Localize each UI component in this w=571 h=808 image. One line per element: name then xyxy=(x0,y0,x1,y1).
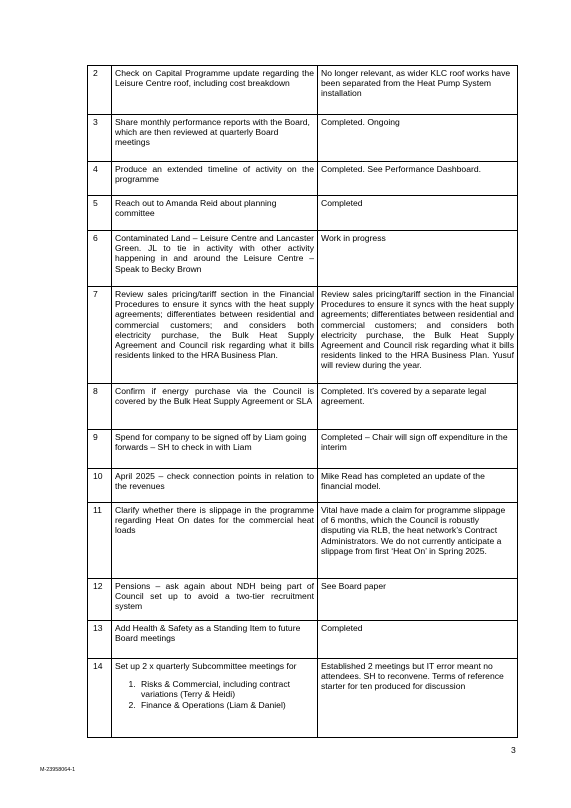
action-text: Set up 2 x quarterly Subcommittee meetings for xyxy=(115,661,297,671)
list-item: 1. Risks & Commercial, including contract variations (Terry & Heidi) xyxy=(138,679,314,699)
table-row xyxy=(88,503,518,579)
action-cell: Share monthly performance reports with the Board, which are then reviewed at quarterly Board meetings xyxy=(112,115,318,162)
row-number: 13 xyxy=(88,621,112,659)
row-number: 10 xyxy=(88,469,112,503)
table-row xyxy=(88,196,518,231)
actions-table xyxy=(87,65,518,738)
action-cell: Produce an extended timeline of activity on the programme xyxy=(112,162,318,196)
subcommittee-list xyxy=(115,679,314,710)
status-cell: Completed. See Performance Dashboard. xyxy=(318,162,518,196)
row-number: 8 xyxy=(88,384,112,430)
action-cell: Contaminated Land – Leisure Centre and Lancaster Green. JL to tie in activity with other activity happening in and around the Leisure Centre – Speak to Becky Brown xyxy=(112,231,318,287)
action-cell: Reach out to Amanda Reid about planning committee xyxy=(112,196,318,231)
action-cell: Spend for company to be signed off by Liam going forwards – SH to check in with Liam xyxy=(112,430,318,469)
status-cell: Completed. Ongoing xyxy=(318,115,518,162)
table-row xyxy=(88,621,518,659)
table-row xyxy=(88,231,518,287)
row-number: 7 xyxy=(88,287,112,384)
status-cell: Work in progress xyxy=(318,231,518,287)
status-cell: Review sales pricing/tariff section in the Financial Procedures to ensure it syncs with the heat supply agreements; differentiates between residential and commercial customers; and considers both electricity purchase, the Bulk Heat Supply Agreement and Council risk regarding what it bills residents linked to the HRA Business Plan. Yusuf will review during the year. xyxy=(318,287,518,384)
action-cell: Check on Capital Programme update regarding the Leisure Centre roof, including cost breakdown xyxy=(112,66,318,115)
action-cell: Pensions – ask again about NDH being part of Council set up to avoid a two-tier recruitment system xyxy=(112,579,318,621)
table-row xyxy=(88,66,518,115)
action-cell: Clarify whether there is slippage in the programme regarding Heat On dates for the commercial heat loads xyxy=(112,503,318,579)
row-number: 14 xyxy=(88,659,112,738)
status-cell: No longer relevant, as wider KLC roof works have been separated from the Heat Pump System installation xyxy=(318,66,518,115)
row-number: 3 xyxy=(88,115,112,162)
status-cell: Vital have made a claim for programme slippage of 6 months, which the Council is robustly disputing via RLB, the heat network’s Contract Administrators. We do not currently anticipate a slippage from first ‘Heat On’ in Spring 2025. xyxy=(318,503,518,579)
table-row xyxy=(88,430,518,469)
action-cell: Confirm if energy purchase via the Council is covered by the Bulk Heat Supply Agreement or SLA xyxy=(112,384,318,430)
row-number: 5 xyxy=(88,196,112,231)
status-cell: Completed xyxy=(318,196,518,231)
action-cell: April 2025 – check connection points in relation to the revenues xyxy=(112,469,318,503)
list-item: 2. Finance & Operations (Liam & Daniel) xyxy=(138,700,314,710)
status-cell: Mike Read has completed an update of the financial model. xyxy=(318,469,518,503)
row-number: 2 xyxy=(88,66,112,115)
status-cell: Established 2 meetings but IT error meant no attendees. SH to reconvene. Terms of reference starter for ten produced for discussion xyxy=(318,659,518,738)
row-number: 6 xyxy=(88,231,112,287)
action-cell: Review sales pricing/tariff section in the Financial Procedures to ensure it syncs with the heat supply agreements; differentiates between residential and commercial customers; and considers both electricity purchase, the Bulk Heat Supply Agreement and Council risk regarding what it bills residents linked to the HRA Business Plan. xyxy=(112,287,318,384)
page-number: 3 xyxy=(511,745,516,755)
table-row xyxy=(88,115,518,162)
table-row xyxy=(88,384,518,430)
action-cell: Add Health & Safety as a Standing Item to future Board meetings xyxy=(112,621,318,659)
row-number: 12 xyxy=(88,579,112,621)
table-row xyxy=(88,579,518,621)
status-cell: See Board paper xyxy=(318,579,518,621)
row-number: 9 xyxy=(88,430,112,469)
table-row xyxy=(88,162,518,196)
status-cell: Completed – Chair will sign off expenditure in the interim xyxy=(318,430,518,469)
table-row xyxy=(88,287,518,384)
table-row xyxy=(88,659,518,738)
row-number: 11 xyxy=(88,503,112,579)
row-number: 4 xyxy=(88,162,112,196)
action-cell xyxy=(112,659,318,738)
status-cell: Completed. It’s covered by a separate legal agreement. xyxy=(318,384,518,430)
document-reference: M-23958064-1 xyxy=(40,767,76,773)
status-cell: Completed xyxy=(318,621,518,659)
table-row xyxy=(88,469,518,503)
